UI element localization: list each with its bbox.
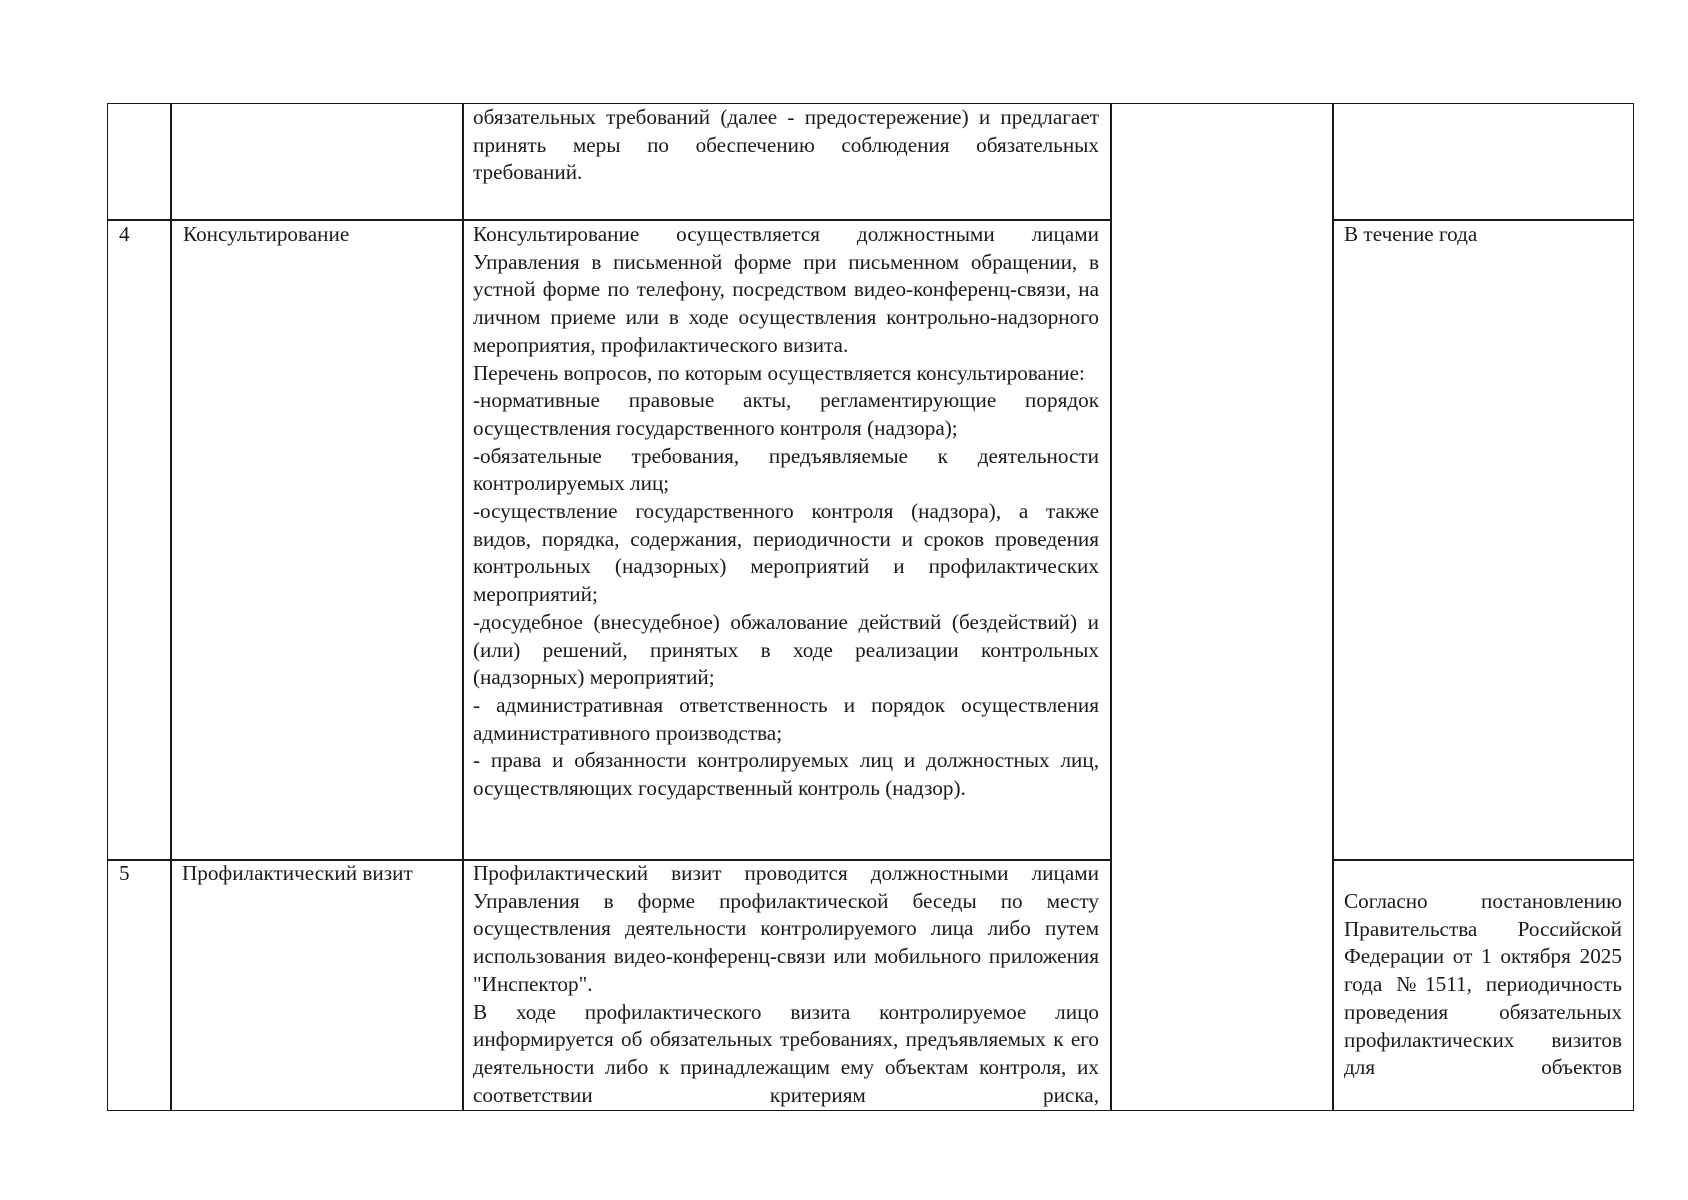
measure-period: В течение года [1344, 222, 1478, 246]
row-divider [107, 859, 171, 861]
measure-description [473, 860, 1099, 1109]
column-divider [1110, 103, 1112, 1111]
continuation-description [473, 104, 1099, 187]
period-clip [1344, 860, 1622, 1110]
description-paragraph: В ходе профилактического визита контролируемое лицо информируется об обязательных требованиях, предъявляемых к его деятельности либо к принадлежащим ему объектам контроля, их соответствии критериям риска, [473, 999, 1099, 1107]
measure-description [473, 221, 1099, 803]
description-clip [473, 860, 1099, 1110]
description-paragraph: Консультирование осуществляется должностными лицами Управления в письменной форме при письменном обращении, в устной форме по телефону, посредством видео-конференц-связи, на личном приеме или в ходе осуществления контрольно-надзорного мероприятия, профилактического визита. [473, 222, 1099, 357]
description-paragraph: -нормативные правовые акты, регламентирующие порядок осуществления государственного контроля (надзора); [473, 388, 1099, 440]
measure-period [1344, 888, 1622, 1082]
row-divider [107, 219, 171, 221]
column-divider [462, 103, 464, 1111]
description-paragraph: -осуществление государственного контроля (надзора), а также видов, порядка, содержания, периодичности и сроков проведения контрольных (надзорных) мероприятий и профилактических мероприятий; [473, 499, 1099, 607]
period-paragraph: Согласно постановлению Правительства Российской Федерации от 1 октября 2025 года №1511, периодичность проведения обязательных профилактических визитов для объектов [1344, 889, 1622, 1080]
description-paragraph: обязательных требований (далее - предостережение) и предлагает принять меры по обеспечению соблюдения обязательных требований. [473, 105, 1099, 185]
description-paragraph: - права и обязанности контролируемых лиц и должностных лиц, осуществляющих государственный контроль (надзор). [473, 748, 1099, 801]
row-number: 4 [119, 222, 130, 246]
measure-name: Профилактический визит [182, 861, 413, 885]
column-divider [1332, 103, 1334, 1111]
row-number: 5 [119, 861, 130, 885]
description-paragraph: -обязательные требования, предъявляемые к деятельности контролируемых лиц; [473, 443, 1099, 496]
column-divider [170, 103, 172, 1111]
description-paragraph: Перечень вопросов, по которым осуществляется консультирование: [473, 360, 1085, 385]
measure-name: Консультирование [183, 222, 350, 246]
description-paragraph: - административная ответственность и порядок осуществления административного производства; [473, 692, 1099, 745]
description-paragraph: -досудебное (внесудебное) обжалование действий (бездействий) и (или) решений, принятых в ходе реализации контрольных (надзорных) мероприятий; [473, 609, 1099, 690]
description-paragraph: Профилактический визит проводится должностными лицами Управления в форме профилактической беседы по месту осуществления деятельности контролируемого лица либо путем использования видео-конференц-связи или мобильного приложения "Инспектор". [473, 861, 1099, 996]
